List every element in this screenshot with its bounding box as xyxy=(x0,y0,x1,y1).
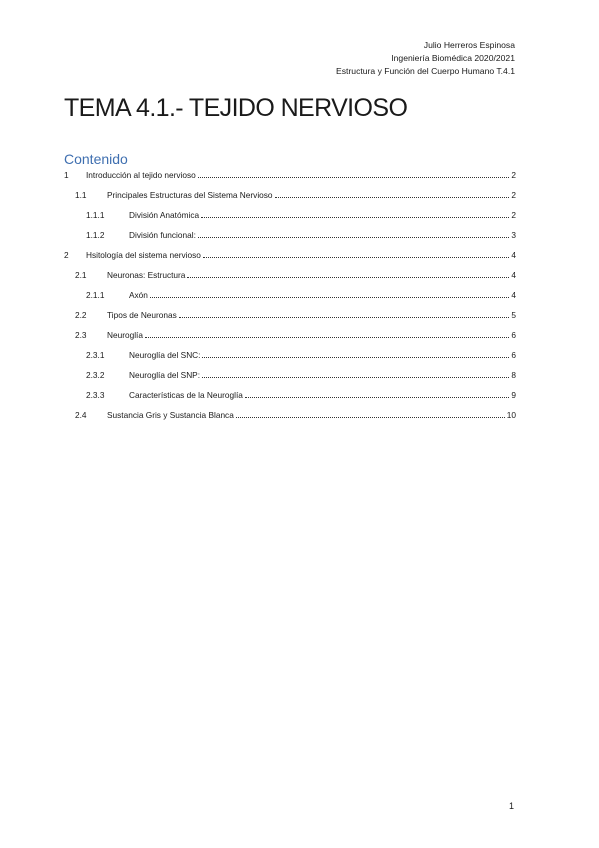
toc-entry-page: 8 xyxy=(511,370,516,380)
toc-entry-2-1[interactable] xyxy=(64,270,516,282)
toc-entry-number: 2.1 xyxy=(75,270,87,280)
toc-entry-page: 6 xyxy=(511,330,516,340)
toc-entry-2-3-1[interactable] xyxy=(64,350,516,362)
toc-dot-leader xyxy=(179,316,510,318)
toc-entry-2-3[interactable] xyxy=(64,330,516,342)
toc-entry-2-2[interactable] xyxy=(64,310,516,322)
toc-entry-number: 2.3.2 xyxy=(86,370,105,380)
toc-entry-page: 4 xyxy=(511,250,516,260)
toc-entry-1[interactable] xyxy=(64,170,516,182)
toc-entry-label: Neuroglía del SNP: xyxy=(129,370,201,380)
toc-entry-number: 2.4 xyxy=(75,410,87,420)
toc-entry-number: 1.1.2 xyxy=(86,230,105,240)
toc-entry-page: 2 xyxy=(511,210,516,220)
toc-entry-1-1-1[interactable] xyxy=(64,210,516,222)
page-number: 1 xyxy=(509,801,515,811)
toc-entry-label: Neuronas: Estructura xyxy=(107,270,186,280)
toc-entry-page: 4 xyxy=(511,290,516,300)
toc-dot-leader xyxy=(236,416,505,418)
toc-entry-2-3-3[interactable] xyxy=(64,390,516,402)
toc-dot-leader xyxy=(245,396,509,398)
toc-entry-label: Axón xyxy=(129,290,148,300)
toc-entry-label: Sustancia Gris y Sustancia Blanca xyxy=(107,410,234,420)
toc-entry-page: 10 xyxy=(506,410,516,420)
toc-entry-1-1-2[interactable] xyxy=(64,230,516,242)
toc-entry-page: 2 xyxy=(511,190,516,200)
header-author: Julio Herreros Espinosa xyxy=(423,40,515,50)
toc-entry-label: Principales Estructuras del Sistema Nervioso xyxy=(107,190,273,200)
toc-entry-label: Neuroglía xyxy=(107,330,143,340)
toc-entry-number: 2 xyxy=(64,250,69,260)
toc-entry-number: 1 xyxy=(64,170,69,180)
toc-entry-page: 9 xyxy=(511,390,516,400)
page-header xyxy=(336,39,515,78)
toc-entry-number: 2.3.1 xyxy=(86,350,105,360)
toc-dot-leader xyxy=(203,256,510,258)
toc-entry-label: Hsitología del sistema nervioso xyxy=(86,250,201,260)
toc-dot-leader xyxy=(198,236,510,238)
toc-dot-leader xyxy=(150,296,509,298)
toc-dot-leader xyxy=(187,276,509,278)
toc-entry-1-1[interactable] xyxy=(64,190,516,202)
toc-entry-2[interactable] xyxy=(64,250,516,262)
toc-dot-leader xyxy=(145,336,509,338)
header-program: Ingeniería Biomédica 2020/2021 xyxy=(391,53,515,63)
toc-entry-label: Tipos de Neuronas xyxy=(107,310,177,320)
toc-entry-page: 3 xyxy=(511,230,516,240)
toc-dot-leader xyxy=(202,356,509,358)
toc-entry-page: 4 xyxy=(511,270,516,280)
toc-entry-number: 2.2 xyxy=(75,310,87,320)
toc-dot-leader xyxy=(198,176,510,178)
toc-entry-2-1-1[interactable] xyxy=(64,290,516,302)
toc-heading: Contenido xyxy=(64,151,128,167)
toc-entry-label: División funcional: xyxy=(129,230,196,240)
toc-entry-2-4[interactable] xyxy=(64,410,516,422)
toc-entry-2-3-2[interactable] xyxy=(64,370,516,382)
toc-entry-number: 2.3.3 xyxy=(86,390,105,400)
toc-entry-number: 2.3 xyxy=(75,330,87,340)
toc-dot-leader xyxy=(275,196,510,198)
toc-entry-number: 1.1.1 xyxy=(86,210,105,220)
toc-entry-number: 1.1 xyxy=(75,190,87,200)
toc-dot-leader xyxy=(201,216,509,218)
toc-entry-label: Neuroglía del SNC: xyxy=(129,350,201,360)
document-title: TEMA 4.1.- TEJIDO NERVIOSO xyxy=(64,94,408,122)
toc-entry-label: División Anatómica xyxy=(129,210,200,220)
toc-dot-leader xyxy=(202,376,509,378)
toc-entry-page: 5 xyxy=(511,310,516,320)
toc-entry-page: 2 xyxy=(511,170,516,180)
toc-entry-page: 6 xyxy=(511,350,516,360)
header-subject: Estructura y Función del Cuerpo Humano T.4.1 xyxy=(336,66,515,76)
toc-entry-number: 2.1.1 xyxy=(86,290,105,300)
toc-entry-label: Características de la Neuroglía xyxy=(129,390,243,400)
toc-entry-label: Introducción al tejido nervioso xyxy=(86,170,196,180)
